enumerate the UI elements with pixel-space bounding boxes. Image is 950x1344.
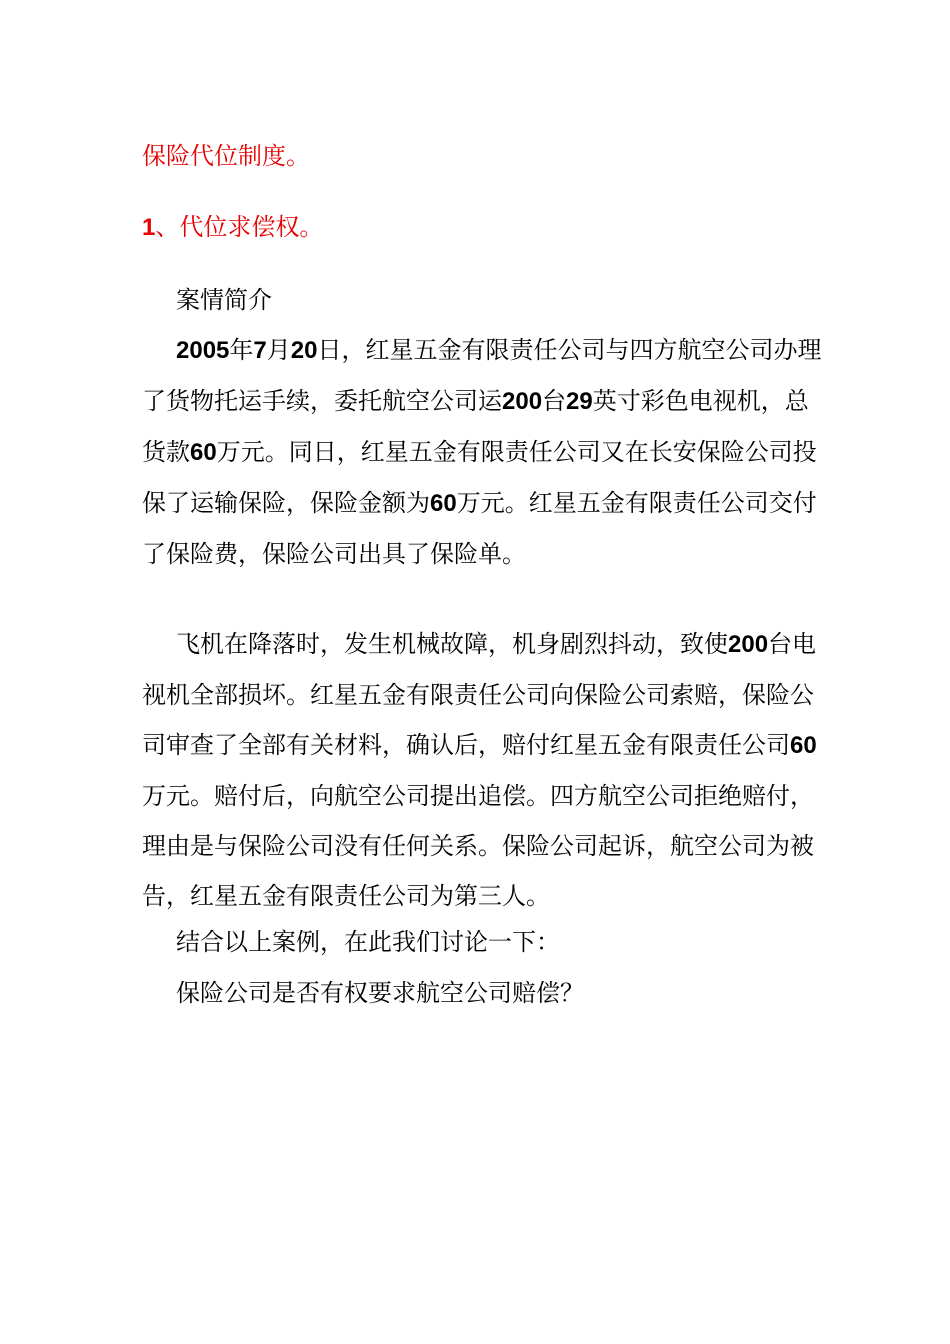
text-run: 7 bbox=[253, 337, 267, 364]
discussion-paragraph bbox=[142, 917, 822, 967]
main-heading-text: 保险代位制度。 bbox=[142, 142, 310, 170]
case-intro-label-text: 案情简介 bbox=[176, 286, 272, 314]
section-heading bbox=[142, 211, 323, 244]
question-text: 保险公司是否有权要求航空公司赔偿？ bbox=[176, 979, 584, 1007]
text-run: 60 bbox=[190, 439, 217, 466]
case-paragraph-1-text bbox=[142, 325, 822, 579]
text-run: 2005 bbox=[176, 337, 230, 364]
question-paragraph bbox=[142, 968, 822, 1018]
text-run: 29 bbox=[566, 388, 593, 415]
text-run: 万元。同日，红星五金有限责任公司又在长安保险公司投保了运输保险，保险金额为 bbox=[142, 438, 817, 517]
text-run: 英寸彩色电视机，总货款 bbox=[142, 387, 809, 466]
case-intro-label bbox=[142, 275, 822, 325]
text-run: 万元。赔付后，向航空公司提出追偿。四方航空公司拒绝赔付，理由是与保险公司没有任何关系。保险公司起诉，航空公司为被告，红星五金有限责任公司为第三人。 bbox=[142, 782, 814, 910]
section-heading-text: 、代位求偿权。 bbox=[155, 213, 324, 241]
text-run: 台电视机全部损坏。红星五金有限责任公司向保险公司索赔，保险公司审查了全部有关材料，确认后，赔付红星五金有限责任公司 bbox=[142, 630, 817, 759]
text-run: 200 bbox=[502, 388, 543, 415]
section-number: 1 bbox=[142, 214, 156, 241]
text-run: 飞机在降落时，发生机械故障，机身剧烈抖动，致使 bbox=[176, 630, 728, 658]
discussion-text: 结合以上案例，在此我们讨论一下： bbox=[176, 928, 560, 956]
text-run: 万元。红星五金有限责任公司交付了保险费，保险公司出具了保险单。 bbox=[142, 489, 817, 568]
case-paragraph-2-text bbox=[142, 619, 822, 921]
text-run: 60 bbox=[430, 490, 457, 517]
text-run: 20 bbox=[290, 337, 318, 364]
text-run: 日，红星五金有限责任公司与四方航空公司办理了货物托运手续，委托航空公司运 bbox=[142, 336, 822, 415]
text-run: 60 bbox=[790, 732, 817, 759]
text-run: 台 bbox=[542, 387, 567, 415]
text-run: 月 bbox=[266, 336, 291, 364]
text-run: 200 bbox=[728, 631, 769, 658]
case-paragraph-1 bbox=[142, 325, 822, 579]
case-paragraph-2 bbox=[142, 619, 822, 921]
text-run: 年 bbox=[229, 336, 254, 364]
main-heading bbox=[142, 140, 310, 172]
